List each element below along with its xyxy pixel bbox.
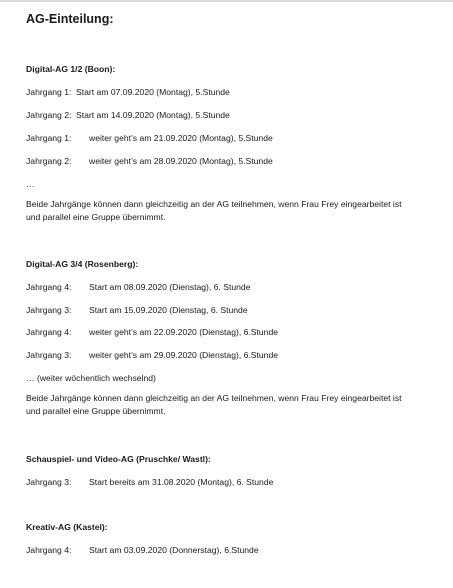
schedule-text: Start am 14.09.2020 (Montag), 5.Stunde [76,110,230,120]
section-note [26,392,431,418]
schedule-text: Start am 08.09.2020 (Dienstag), 6. Stunde [89,282,251,292]
schedule-text: Start bereits am 31.08.2020 (Montag), 6. Stunde [89,477,274,487]
note-line: Beide Jahrgänge können dann gleichzeitig an der AG teilnehmen, wenn Frau Frey eingearbeitet ist [26,199,402,209]
schedule-text: weiter geht’s am 21.09.2020 (Montag), 5.Stunde [89,133,273,143]
section-heading-schauspiel-video-ag: Schauspiel- und Video-AG (Pruschke/ Wastl): [26,454,211,464]
section-heading-digital-ag-3-4: Digital-AG 3/4 (Rosenberg): [26,259,139,269]
ellipsis-text: … (weiter wöchentlich wechselnd) [26,373,156,383]
grade-label: Jahrgang 4: [26,327,72,337]
schedule-text: weiter geht’s am 22.09.2020 (Dienstag), 6.Stunde [89,327,279,337]
schedule-text: Start am 03.09.2020 (Donnerstag), 6.Stunde [89,545,259,555]
grade-label: Jahrgang 1: [26,87,72,97]
document-title: AG-Einteilung: [26,12,114,26]
section-heading-kreativ-ag: Kreativ-AG (Kastel): [26,522,108,532]
grade-label: Jahrgang 2: [26,110,72,120]
grade-label: Jahrgang 3: [26,350,72,360]
section-note [26,198,431,224]
grade-label: Jahrgang 3: [26,477,72,487]
section-heading-digital-ag-1-2: Digital-AG 1/2 (Boon): [26,64,116,74]
note-line: und parallel eine Gruppe übernimmt. [26,406,166,416]
note-line: Beide Jahrgänge können dann gleichzeitig an der AG teilnehmen, wenn Frau Frey eingearbeitet ist [26,393,402,403]
note-line: und parallel eine Gruppe übernimmt. [26,212,166,222]
schedule-text: weiter geht’s am 28.09.2020 (Montag), 5.Stunde [89,156,273,166]
ellipsis-text: … [26,179,35,189]
grade-label: Jahrgang 1: [26,133,72,143]
schedule-text: Start am 15.09.2020 (Dienstag, 6. Stunde [89,305,248,315]
grade-label: Jahrgang 2: [26,156,72,166]
schedule-text: weiter geht’s am 29.09.2020 (Dienstag), 6.Stunde [89,350,279,360]
grade-label: Jahrgang 3: [26,305,72,315]
page-top-border [0,0,453,2]
grade-label: Jahrgang 4: [26,282,72,292]
grade-label: Jahrgang 4: [26,545,72,555]
schedule-text: Start am 07.09.2020 (Montag), 5.Stunde [76,87,230,97]
